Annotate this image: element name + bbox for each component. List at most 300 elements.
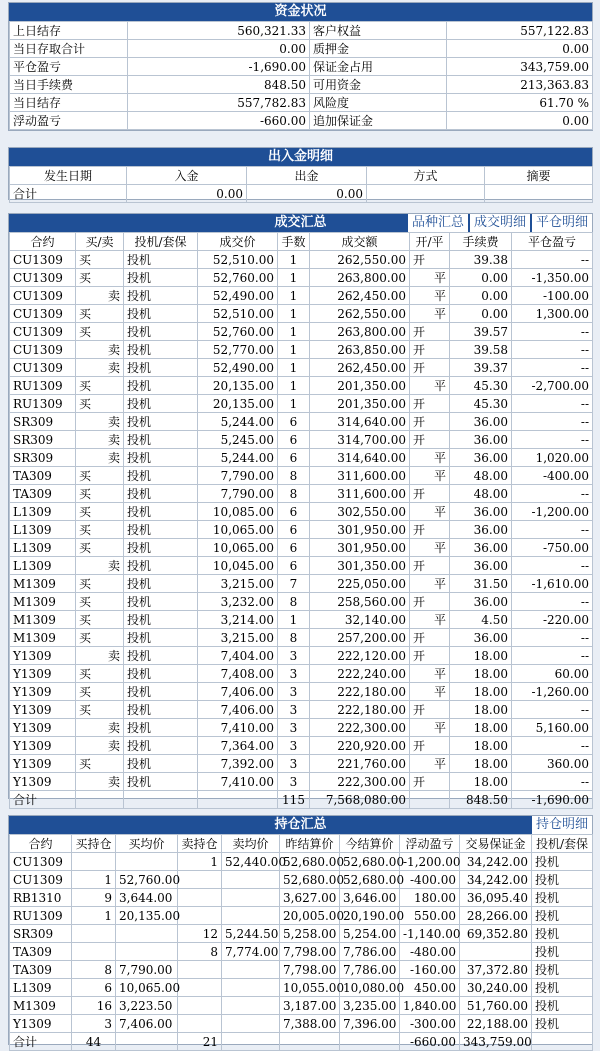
trades-cell: 52,510.00 [198, 251, 278, 269]
trades-cell: 开 [410, 773, 450, 791]
positions-cell: 34,242.00 [460, 871, 532, 889]
trades-cell: 投机 [124, 485, 198, 503]
positions-cell: 7,786.00 [340, 943, 400, 961]
trades-cell: 39.37 [450, 359, 512, 377]
positions-cell: 37,372.80 [460, 961, 532, 979]
positions-cell: 28,266.00 [460, 907, 532, 925]
table-row [10, 907, 593, 925]
funds-label: 平仓盈亏 [10, 58, 128, 76]
trades-cell: 3 [278, 773, 310, 791]
trades-total-cell: 7,568,080.00 [310, 791, 410, 809]
positions-total-cell [340, 1033, 400, 1051]
trades-cell: M1309 [10, 629, 76, 647]
funds-table [9, 21, 593, 130]
trades-cell: 7,404.00 [198, 647, 278, 665]
trades-cell: SR309 [10, 449, 76, 467]
positions-header-row [10, 835, 593, 853]
trades-panel [8, 213, 593, 807]
trades-cell: 投机 [124, 539, 198, 557]
trades-title-text: 成交汇总 [274, 215, 327, 230]
trades-cell: 6 [278, 539, 310, 557]
trades-cell: 263,800.00 [310, 323, 410, 341]
table-row [10, 557, 593, 575]
trades-cell: -- [512, 323, 593, 341]
trades-cell: 1 [278, 377, 310, 395]
positions-total-cell: 44 [72, 1033, 116, 1051]
trades-cell: 买 [76, 665, 124, 683]
trades-cell: 买 [76, 611, 124, 629]
table-row [10, 755, 593, 773]
trades-cell: Y1309 [10, 737, 76, 755]
table-row [10, 503, 593, 521]
trades-cell: 平 [410, 719, 450, 737]
trades-cell: 开 [410, 251, 450, 269]
trades-cell: 卖 [76, 431, 124, 449]
trades-cell: 10,045.00 [198, 557, 278, 575]
trades-cell: 3 [278, 719, 310, 737]
trades-cell: 48.00 [450, 467, 512, 485]
trades-cell: 6 [278, 521, 310, 539]
positions-cell [116, 853, 178, 871]
trades-cell: 投机 [124, 323, 198, 341]
trades-cell: -1,260.00 [512, 683, 593, 701]
positions-cell: -1,140.00 [400, 925, 460, 943]
positions-cell [460, 943, 532, 961]
positions-cell: 20,005.00 [280, 907, 340, 925]
positions-cell: 7,388.00 [280, 1015, 340, 1033]
trades-cell: 10,085.00 [198, 503, 278, 521]
trades-cell: 39.58 [450, 341, 512, 359]
trades-cell: TA309 [10, 485, 76, 503]
trades-cell: -1,610.00 [512, 575, 593, 593]
trades-total-cell: 848.50 [450, 791, 512, 809]
trades-cell: 301,950.00 [310, 539, 410, 557]
trades-cell: 买 [76, 629, 124, 647]
funds-value: 0.00 [128, 40, 310, 58]
funds-label: 当日手续费 [10, 76, 128, 94]
trades-cell: RU1309 [10, 395, 76, 413]
trades-cell: 卖 [76, 557, 124, 575]
funds-row [10, 58, 593, 76]
trades-cell: Y1309 [10, 755, 76, 773]
positions-header-cell: 合约 [10, 835, 72, 853]
trades-cell: 311,600.00 [310, 467, 410, 485]
funds-label: 追加保证金 [310, 112, 447, 130]
trades-cell: 6 [278, 503, 310, 521]
trades-cell: 投机 [124, 575, 198, 593]
trades-cell: 投机 [124, 521, 198, 539]
trades-cell: 投机 [124, 449, 198, 467]
link-variety-summary[interactable]: 品种汇总 [408, 214, 468, 232]
positions-cell: -160.00 [400, 961, 460, 979]
table-row [10, 961, 593, 979]
table-row [10, 647, 593, 665]
positions-links [530, 816, 592, 834]
trades-cell: 36.00 [450, 413, 512, 431]
table-row [10, 251, 593, 269]
trades-cell: 52,760.00 [198, 323, 278, 341]
funds-panel [8, 2, 593, 131]
positions-cell: 52,760.00 [116, 871, 178, 889]
positions-cell [178, 997, 222, 1015]
trades-cell: 36.00 [450, 521, 512, 539]
positions-cell: 12 [178, 925, 222, 943]
positions-cell: 9 [72, 889, 116, 907]
positions-cell [178, 907, 222, 925]
trades-cell: CU1309 [10, 341, 76, 359]
funds-value: 848.50 [128, 76, 310, 94]
positions-cell: 7,798.00 [280, 961, 340, 979]
positions-header-cell: 交易保证金 [460, 835, 532, 853]
trades-cell: 投机 [124, 503, 198, 521]
trades-cell: 投机 [124, 413, 198, 431]
trades-cell: 平 [410, 539, 450, 557]
trades-cell: 45.30 [450, 377, 512, 395]
io-total-cell [485, 185, 593, 203]
io-total-cell: 0.00 [127, 185, 247, 203]
table-row [10, 979, 593, 997]
positions-cell: 投机 [532, 925, 593, 943]
table-row [10, 773, 593, 791]
trades-cell: 18.00 [450, 737, 512, 755]
positions-cell: M1309 [10, 997, 72, 1015]
trades-cell: 18.00 [450, 665, 512, 683]
positions-total-cell [116, 1033, 178, 1051]
trades-cell: TA309 [10, 467, 76, 485]
trades-cell: 7,410.00 [198, 719, 278, 737]
link-trade-detail[interactable]: 成交明细 [470, 214, 530, 232]
trades-cell: 314,640.00 [310, 413, 410, 431]
trades-cell: 投机 [124, 287, 198, 305]
positions-cell: -300.00 [400, 1015, 460, 1033]
trades-cell: 36.00 [450, 449, 512, 467]
funds-value: 61.70 % [447, 94, 593, 112]
positions-cell [222, 997, 280, 1015]
positions-cell: 1 [72, 907, 116, 925]
trades-cell: 302,550.00 [310, 503, 410, 521]
trades-cell: L1309 [10, 539, 76, 557]
trades-cell: 1 [278, 341, 310, 359]
trades-cell: 3,214.00 [198, 611, 278, 629]
trades-cell: 开 [410, 413, 450, 431]
positions-panel [8, 815, 593, 1049]
trades-cell: 开 [410, 485, 450, 503]
link-position-detail[interactable]: 持仓明细 [532, 816, 592, 834]
positions-cell: 52,680.00 [340, 871, 400, 889]
table-row [10, 359, 593, 377]
trades-cell: 10,065.00 [198, 539, 278, 557]
trades-cell: 投机 [124, 341, 198, 359]
trades-cell: -750.00 [512, 539, 593, 557]
positions-cell: 投机 [532, 943, 593, 961]
trades-cell: SR309 [10, 413, 76, 431]
io-total-cell: 合计 [10, 185, 127, 203]
trades-cell: 257,200.00 [310, 629, 410, 647]
trades-header-row [10, 233, 593, 251]
trades-cell: 3 [278, 755, 310, 773]
trades-cell: 开 [410, 701, 450, 719]
table-row [10, 413, 593, 431]
table-row [10, 287, 593, 305]
trades-cell: -- [512, 773, 593, 791]
trades-cell: 买 [76, 251, 124, 269]
table-row [10, 871, 593, 889]
table-row [10, 853, 593, 871]
trades-cell: -- [512, 431, 593, 449]
trades-cell: 买 [76, 521, 124, 539]
trades-cell: 6 [278, 557, 310, 575]
trades-header-cell: 成交额 [310, 233, 410, 251]
positions-cell: 投机 [532, 961, 593, 979]
positions-cell: RB1310 [10, 889, 72, 907]
trades-cell: 投机 [124, 629, 198, 647]
trades-total-cell [124, 791, 198, 809]
positions-cell: 3,627.00 [280, 889, 340, 907]
positions-cell: 7,798.00 [280, 943, 340, 961]
funds-label: 当日结存 [10, 94, 128, 112]
positions-cell: 20,135.00 [116, 907, 178, 925]
funds-row [10, 112, 593, 130]
positions-total-cell: -660.00 [400, 1033, 460, 1051]
funds-label: 质押金 [310, 40, 447, 58]
funds-value: 0.00 [447, 40, 593, 58]
io-header-cell: 方式 [367, 167, 485, 185]
funds-title: 资金状况 [9, 3, 592, 21]
positions-cell [116, 925, 178, 943]
trades-header-cell: 手数 [278, 233, 310, 251]
io-header-cell: 出金 [247, 167, 367, 185]
link-close-detail[interactable]: 平仓明细 [532, 214, 592, 232]
trades-cell: 45.30 [450, 395, 512, 413]
trades-cell: 0.00 [450, 287, 512, 305]
trades-cell: 3,215.00 [198, 575, 278, 593]
positions-cell: 3,646.00 [340, 889, 400, 907]
table-row [10, 269, 593, 287]
trades-cell: 3 [278, 683, 310, 701]
trades-cell: 投机 [124, 665, 198, 683]
trades-table [9, 232, 593, 809]
positions-cell: 550.00 [400, 907, 460, 925]
positions-cell: RU1309 [10, 907, 72, 925]
trades-cell: 1 [278, 395, 310, 413]
trades-cell: -- [512, 701, 593, 719]
positions-total-cell: 343,759.00 [460, 1033, 532, 1051]
positions-cell: 7,406.00 [116, 1015, 178, 1033]
positions-cell: 7,786.00 [340, 961, 400, 979]
trades-cell: -- [512, 557, 593, 575]
trades-cell: CU1309 [10, 359, 76, 377]
trades-cell: 4.50 [450, 611, 512, 629]
trades-total-cell: 115 [278, 791, 310, 809]
trades-cell: 3 [278, 737, 310, 755]
trades-cell: 221,760.00 [310, 755, 410, 773]
trades-cell: 1 [278, 359, 310, 377]
trades-cell: -2,700.00 [512, 377, 593, 395]
io-total-row [10, 185, 593, 203]
funds-label: 客户权益 [310, 22, 447, 40]
trades-cell: 36.00 [450, 557, 512, 575]
trades-cell: 卖 [76, 413, 124, 431]
funds-value: 560,321.33 [128, 22, 310, 40]
trades-cell: 10,065.00 [198, 521, 278, 539]
trades-cell: 买 [76, 701, 124, 719]
trades-cell: 买 [76, 305, 124, 323]
trades-cell: 平 [410, 503, 450, 521]
positions-header-cell: 今结算价 [340, 835, 400, 853]
trades-cell: Y1309 [10, 647, 76, 665]
trades-cell: 卖 [76, 773, 124, 791]
trades-cell: 301,350.00 [310, 557, 410, 575]
trades-cell: 1 [278, 269, 310, 287]
trades-cell: 开 [410, 341, 450, 359]
trades-cell: 卖 [76, 737, 124, 755]
trades-cell: 平 [410, 377, 450, 395]
positions-total-row [10, 1033, 593, 1051]
trades-title [9, 214, 592, 232]
trades-header-cell: 成交价 [198, 233, 278, 251]
trades-cell: 开 [410, 395, 450, 413]
trades-cell: 卖 [76, 341, 124, 359]
positions-cell [222, 961, 280, 979]
table-row [10, 683, 593, 701]
trades-cell: 60.00 [512, 665, 593, 683]
positions-cell: 22,188.00 [460, 1015, 532, 1033]
funds-label: 可用资金 [310, 76, 447, 94]
positions-cell: 投机 [532, 889, 593, 907]
trades-cell: 0.00 [450, 269, 512, 287]
trades-cell: 18.00 [450, 701, 512, 719]
trades-cell: 买 [76, 575, 124, 593]
trades-cell: 222,300.00 [310, 719, 410, 737]
positions-header-cell: 买均价 [116, 835, 178, 853]
trades-cell: 48.00 [450, 485, 512, 503]
trades-cell: 卖 [76, 449, 124, 467]
trades-cell: 263,800.00 [310, 269, 410, 287]
trades-total-cell: -1,690.00 [512, 791, 593, 809]
trades-cell: 20,135.00 [198, 395, 278, 413]
trades-cell: -- [512, 395, 593, 413]
trades-cell: 开 [410, 557, 450, 575]
trades-cell: L1309 [10, 557, 76, 575]
trades-cell: 52,770.00 [198, 341, 278, 359]
trades-cell: -- [512, 341, 593, 359]
io-header-cell: 摘要 [485, 167, 593, 185]
trades-cell: 18.00 [450, 719, 512, 737]
trades-cell: 18.00 [450, 755, 512, 773]
positions-cell: 6 [72, 979, 116, 997]
positions-total-cell: 21 [178, 1033, 222, 1051]
trades-cell: 7,408.00 [198, 665, 278, 683]
positions-cell [178, 961, 222, 979]
positions-cell: TA309 [10, 943, 72, 961]
positions-header-cell: 买持仓 [72, 835, 116, 853]
trades-cell: 开 [410, 359, 450, 377]
trades-cell: 52,490.00 [198, 287, 278, 305]
trades-cell: 222,180.00 [310, 701, 410, 719]
funds-value: -660.00 [128, 112, 310, 130]
positions-cell: 3,235.00 [340, 997, 400, 1015]
trades-cell: 平 [410, 683, 450, 701]
table-row [10, 737, 593, 755]
trades-cell: 7,790.00 [198, 485, 278, 503]
trades-cell: M1309 [10, 593, 76, 611]
trades-cell: 卖 [76, 647, 124, 665]
trades-cell: 222,240.00 [310, 665, 410, 683]
table-row [10, 395, 593, 413]
trades-cell: -- [512, 737, 593, 755]
trades-cell: 263,850.00 [310, 341, 410, 359]
io-table [9, 166, 593, 203]
trades-cell: -1,200.00 [512, 503, 593, 521]
trades-cell: 301,950.00 [310, 521, 410, 539]
funds-row [10, 76, 593, 94]
positions-cell [222, 907, 280, 925]
positions-header-cell: 卖持仓 [178, 835, 222, 853]
trades-cell: 投机 [124, 737, 198, 755]
table-row [10, 665, 593, 683]
positions-cell: 5,244.50 [222, 925, 280, 943]
trades-cell: 投机 [124, 395, 198, 413]
positions-cell: 36,095.40 [460, 889, 532, 907]
trades-cell: 5,160.00 [512, 719, 593, 737]
trades-cell: 262,450.00 [310, 287, 410, 305]
positions-cell: 30,240.00 [460, 979, 532, 997]
positions-cell: 20,190.00 [340, 907, 400, 925]
trades-cell: 0.00 [450, 305, 512, 323]
trades-cell: 7,406.00 [198, 701, 278, 719]
positions-total-cell [280, 1033, 340, 1051]
table-row [10, 925, 593, 943]
trades-cell: 7,364.00 [198, 737, 278, 755]
table-row [10, 539, 593, 557]
trades-cell: 32,140.00 [310, 611, 410, 629]
funds-value: 0.00 [447, 112, 593, 130]
funds-label: 浮动盈亏 [10, 112, 128, 130]
trades-cell: 买 [76, 395, 124, 413]
table-row [10, 629, 593, 647]
trades-cell: 20,135.00 [198, 377, 278, 395]
positions-cell: 52,440.00 [222, 853, 280, 871]
positions-header-cell: 浮动盈亏 [400, 835, 460, 853]
trades-links [406, 214, 592, 232]
table-row [10, 889, 593, 907]
positions-cell: 5,254.00 [340, 925, 400, 943]
trades-cell: -- [512, 593, 593, 611]
funds-label: 上日结存 [10, 22, 128, 40]
trades-cell: 开 [410, 323, 450, 341]
trades-cell: M1309 [10, 611, 76, 629]
positions-cell [178, 889, 222, 907]
positions-cell: -480.00 [400, 943, 460, 961]
trades-cell: 8 [278, 629, 310, 647]
positions-cell: 52,680.00 [280, 853, 340, 871]
trades-cell: 360.00 [512, 755, 593, 773]
trades-cell: 314,700.00 [310, 431, 410, 449]
trades-cell: CU1309 [10, 323, 76, 341]
trades-cell: 52,490.00 [198, 359, 278, 377]
trades-cell: 平 [410, 611, 450, 629]
io-total-cell: 0.00 [247, 185, 367, 203]
positions-cell: 8 [178, 943, 222, 961]
table-row [10, 377, 593, 395]
trades-cell: 1 [278, 611, 310, 629]
trades-cell: 卖 [76, 719, 124, 737]
trades-cell: 投机 [124, 431, 198, 449]
trades-cell: Y1309 [10, 683, 76, 701]
trades-cell: 开 [410, 737, 450, 755]
trades-cell: 201,350.00 [310, 395, 410, 413]
trades-cell: 投机 [124, 557, 198, 575]
